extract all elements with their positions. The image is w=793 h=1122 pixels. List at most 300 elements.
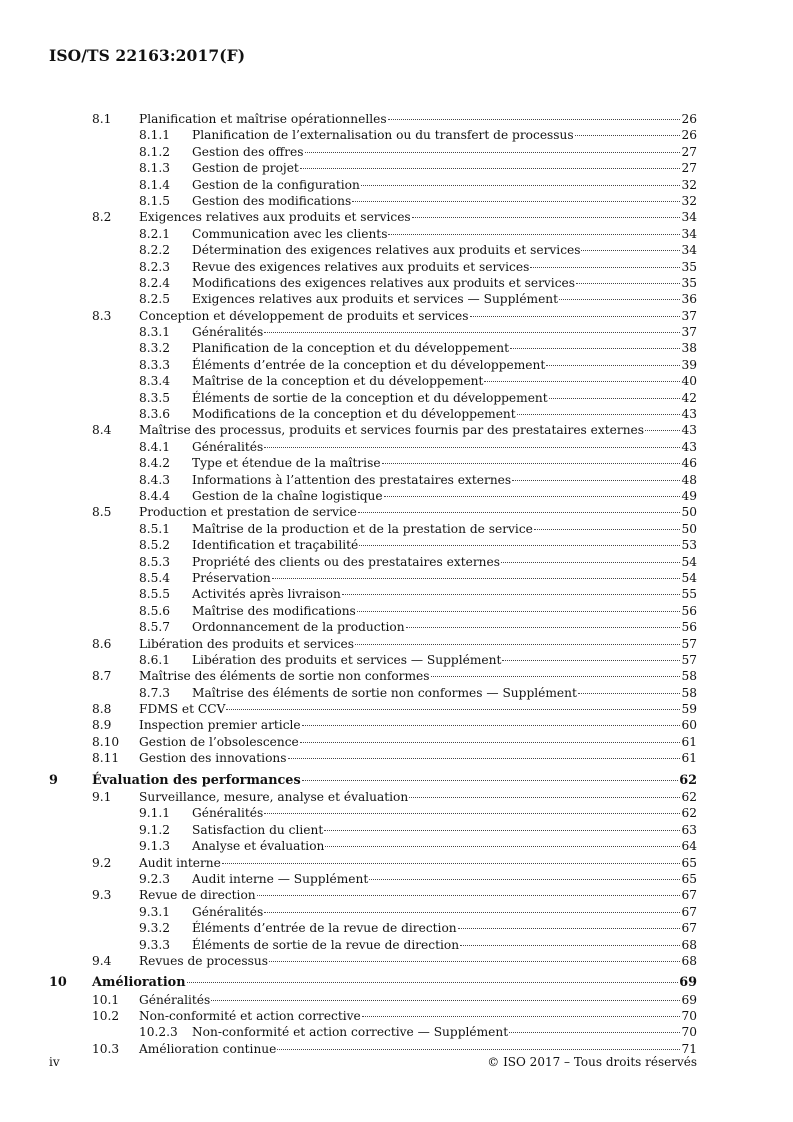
toc-entry-level-3[interactable] [0, 406, 793, 422]
toc-entry-title: Maîtrise de la production et de la prestation de service [192, 521, 533, 536]
toc-dot-leader [576, 283, 681, 284]
toc-entry-line [192, 685, 697, 701]
toc-entry-number: 9.1.3 [139, 839, 171, 854]
toc-entry-title: Production et prestation de service [139, 505, 357, 520]
toc-entry-title: Revues de processus [139, 953, 268, 968]
toc-entry-number: 8.5.6 [139, 603, 171, 618]
toc-entry-page: 64 [681, 839, 697, 854]
toc-entry-level-3[interactable] [0, 242, 793, 258]
toc-entry-page: 27 [681, 144, 697, 159]
toc-entry-page: 69 [681, 992, 697, 1007]
toc-entry-line [139, 701, 697, 717]
toc-entry-page: 70 [681, 1025, 697, 1040]
toc-entry-line [139, 855, 697, 871]
toc-entry-line [192, 259, 697, 275]
toc-entry-title: Conception et développement de produits et services [139, 308, 469, 323]
toc-entry-level-3[interactable] [0, 904, 793, 920]
toc-entry-level-3[interactable] [0, 455, 793, 471]
toc-entry-number: 8.2.4 [139, 275, 171, 290]
toc-entry-title: Satisfaction du client [192, 822, 324, 837]
toc-entry-number: 8.7.3 [139, 685, 171, 700]
toc-entry-level-2[interactable] [0, 953, 793, 969]
toc-entry-line [139, 209, 697, 225]
toc-entry-page: 54 [681, 570, 697, 585]
toc-entry-level-3[interactable] [0, 537, 793, 553]
toc-entry-level-2[interactable] [0, 855, 793, 871]
toc-entry-title: Type et étendue de la maîtrise [192, 456, 381, 471]
toc-dot-leader [325, 846, 680, 847]
toc-entry-page: 67 [681, 921, 697, 936]
copyright-footer: © ISO 2017 – Tous droits réservés [487, 1055, 697, 1069]
toc-entry-title: Maîtrise des éléments de sortie non conformes [139, 669, 430, 684]
toc-dot-leader [359, 545, 680, 546]
toc-entry-title: Libération des produits et services — Supplément [192, 652, 502, 667]
toc-entry-title: Non-conformité et action corrective [139, 1009, 361, 1024]
toc-entry-level-3[interactable] [0, 291, 793, 307]
toc-entry-level-2[interactable] [0, 111, 793, 127]
toc-entry-title: Ordonnancement de la production [192, 620, 405, 635]
toc-entry-number: 8.1 [92, 112, 112, 126]
toc-entry-title: Maîtrise des éléments de sortie non conformes — Supplément [192, 685, 577, 700]
toc-entry-number: 8.3 [92, 308, 112, 323]
toc-entry-page: 65 [681, 871, 697, 886]
toc-entry-level-3[interactable] [0, 144, 793, 160]
toc-entry-title: Audit interne [139, 855, 221, 870]
toc-entry-number: 9 [49, 772, 58, 788]
toc-entry-number: 8.7 [92, 669, 112, 684]
toc-entry-page: 58 [681, 669, 697, 684]
toc-entry-number: 9.3 [92, 888, 112, 903]
toc-entry-number: 8.2.2 [139, 243, 171, 258]
toc-entry-number: 9.1 [92, 790, 112, 805]
toc-entry-level-3[interactable] [0, 127, 793, 143]
toc-entry-level-3[interactable] [0, 439, 793, 455]
toc-entry-number: 8.3.1 [139, 325, 171, 340]
toc-entry-level-1[interactable] [0, 975, 793, 991]
toc-dot-leader [302, 725, 681, 726]
toc-entry-page: 56 [681, 603, 697, 618]
toc-entry-page: 71 [681, 1041, 697, 1056]
toc-entry-title: Modifications des exigences relatives aux produits et services [192, 275, 575, 290]
toc-dot-leader [187, 982, 679, 983]
toc-entry-line [192, 652, 697, 668]
toc-entry-number: 8.3.6 [139, 407, 171, 422]
toc-dot-leader [458, 928, 681, 929]
document-id-header: ISO/TS 22163:2017(F) [49, 46, 246, 65]
toc-entry-title: Propriété des clients ou des prestataires externes [192, 554, 500, 569]
toc-entry-title: Planification de la conception et du développement [192, 341, 510, 356]
toc-entry-level-3[interactable] [0, 390, 793, 406]
toc-dot-leader [305, 152, 681, 153]
toc-entry-number: 10 [49, 975, 67, 991]
toc-entry-level-3[interactable] [0, 340, 793, 356]
toc-entry-title: Non-conformité et action corrective — Supplément [192, 1025, 509, 1040]
toc-entry-page: 35 [681, 259, 697, 274]
toc-entry-page: 65 [681, 855, 697, 870]
toc-entry-title: Gestion de l’obsolescence [139, 734, 299, 749]
toc-entry-title: Maîtrise de la conception et du développement [192, 374, 484, 389]
toc-entry-title: Généralités [192, 904, 264, 919]
toc-entry-line [139, 668, 697, 684]
toc-entry-title: Généralités [139, 992, 211, 1007]
toc-entry-page: 42 [681, 390, 697, 405]
toc-dot-leader [549, 398, 681, 399]
toc-entry-level-3[interactable] [0, 685, 793, 701]
toc-dot-leader [509, 1032, 680, 1033]
toc-entry-number: 8.3.5 [139, 390, 171, 405]
toc-entry-page: 55 [681, 587, 697, 602]
toc-dot-leader [382, 463, 681, 464]
toc-entry-line [192, 455, 697, 471]
toc-entry-page: 69 [679, 975, 697, 991]
toc-entry-title: Préservation [192, 570, 271, 585]
toc-dot-leader [300, 168, 681, 169]
toc-entry-number: 8.5.3 [139, 554, 171, 569]
toc-entry-page: 63 [681, 822, 697, 837]
toc-entry-level-2[interactable] [0, 668, 793, 684]
toc-entry-page: 67 [681, 904, 697, 919]
toc-entry-line [192, 357, 697, 373]
toc-entry-line [192, 144, 697, 160]
toc-entry-line [192, 324, 697, 340]
toc-entry-page: 57 [681, 636, 697, 651]
toc-entry-title: Analyse et évaluation [192, 839, 325, 854]
toc-entry-level-1[interactable] [0, 773, 793, 789]
toc-dot-leader [226, 709, 680, 710]
toc-entry-page: 50 [681, 521, 697, 536]
toc-entry-level-3[interactable] [0, 554, 793, 570]
toc-entry-line [192, 127, 697, 143]
toc-entry-line [192, 537, 697, 553]
toc-entry-number: 8.5.2 [139, 538, 171, 553]
toc-dot-leader [406, 627, 681, 628]
toc-entry-number: 9.2 [92, 855, 112, 870]
toc-dot-leader [324, 830, 680, 831]
toc-dot-leader [264, 332, 680, 333]
toc-entry-number: 8.4.2 [139, 456, 171, 471]
toc-entry-page: 37 [681, 325, 697, 340]
toc-entry-number: 8.3.2 [139, 341, 171, 356]
toc-entry-level-3[interactable] [0, 838, 793, 854]
toc-entry-number: 8.6.1 [139, 652, 171, 667]
toc-entry-level-3[interactable] [0, 871, 793, 887]
toc-entry-number: 8.5 [92, 505, 112, 520]
page-number-footer: iv [49, 1055, 60, 1069]
toc-entry-level-2[interactable] [0, 887, 793, 903]
toc-entry-number: 9.3.3 [139, 937, 171, 952]
toc-entry-line [192, 603, 697, 619]
toc-entry-level-2[interactable] [0, 789, 793, 805]
toc-entry-page: 53 [681, 538, 697, 553]
toc-dot-leader [559, 299, 680, 300]
toc-entry-number: 8.4.3 [139, 472, 171, 487]
toc-dot-leader [264, 813, 680, 814]
toc-dot-leader [358, 512, 681, 513]
toc-entry-page: 60 [681, 718, 697, 733]
toc-entry-level-3[interactable] [0, 160, 793, 176]
toc-entry-page: 34 [681, 226, 697, 241]
toc-entry-number: 8.1.5 [139, 193, 171, 208]
toc-entry-line [192, 838, 697, 854]
toc-entry-title: Gestion des offres [192, 144, 304, 159]
toc-entry-page: 38 [681, 341, 697, 356]
toc-entry-page: 27 [681, 161, 697, 176]
toc-entry-level-3[interactable] [0, 1024, 793, 1040]
toc-entry-title: Généralités [192, 806, 264, 821]
toc-entry-level-3[interactable] [0, 570, 793, 586]
toc-entry-level-3[interactable] [0, 259, 793, 275]
toc-entry-line [192, 488, 697, 504]
toc-entry-number: 8.5.7 [139, 620, 171, 635]
toc-entry-page: 57 [681, 652, 697, 667]
toc-entry-level-3[interactable] [0, 275, 793, 291]
toc-entry-level-3[interactable] [0, 805, 793, 821]
toc-entry-line [139, 636, 697, 652]
toc-entry-line [192, 242, 697, 258]
toc-entry-level-2[interactable] [0, 717, 793, 733]
toc-entry-level-2[interactable] [0, 504, 793, 520]
toc-dot-leader [277, 1049, 680, 1050]
toc-entry-level-3[interactable] [0, 586, 793, 602]
toc-entry-level-2[interactable] [0, 422, 793, 438]
toc-entry-page: 61 [681, 734, 697, 749]
toc-entry-line [192, 406, 697, 422]
toc-entry-number: 8.4.4 [139, 488, 171, 503]
toc-entry-number: 8.1.3 [139, 161, 171, 176]
toc-entry-title: Évaluation des performances [92, 772, 301, 788]
toc-entry-page: 39 [681, 357, 697, 372]
toc-entry-title: Informations à l’attention des prestataires externes [192, 472, 512, 487]
toc-entry-page: 37 [681, 308, 697, 323]
toc-entry-level-3[interactable] [0, 488, 793, 504]
toc-entry-level-3[interactable] [0, 521, 793, 537]
toc-entry-title: Éléments de sortie de la revue de direction [192, 937, 460, 952]
toc-entry-line [192, 920, 697, 936]
toc-entry-level-2[interactable] [0, 1008, 793, 1024]
toc-dot-leader [460, 945, 680, 946]
toc-entry-number: 10.2 [92, 1009, 120, 1024]
toc-entry-line [139, 992, 697, 1008]
toc-entry-level-2[interactable] [0, 701, 793, 717]
toc-entry-title: Éléments d’entrée de la revue de direction [192, 921, 457, 936]
toc-entry-number: 9.3.2 [139, 921, 171, 936]
toc-dot-leader [510, 348, 680, 349]
toc-entry-page: 35 [681, 275, 697, 290]
toc-entry-title: Éléments d’entrée de la conception et du développement [192, 357, 546, 372]
toc-dot-leader [272, 578, 681, 579]
toc-entry-page: 58 [681, 685, 697, 700]
toc-dot-leader [352, 201, 680, 202]
toc-entry-title: Surveillance, mesure, analyse et évaluation [139, 790, 409, 805]
toc-entry-number: 8.3.3 [139, 357, 171, 372]
toc-entry-title: Planification et maîtrise opérationnelles [139, 112, 387, 126]
toc-entry-number: 8.10 [92, 734, 120, 749]
toc-entry-number: 8.4.1 [139, 439, 171, 454]
toc-dot-leader [357, 611, 681, 612]
toc-entry-title: Amélioration [92, 975, 186, 991]
toc-entry-line [192, 373, 697, 389]
toc-entry-page: 36 [681, 292, 697, 307]
toc-entry-line [139, 717, 697, 733]
toc-entry-title: Activités après livraison [192, 587, 341, 602]
toc-entry-title: Éléments de sortie de la conception et du développement [192, 390, 548, 405]
toc-entry-title: Gestion de projet [192, 161, 299, 176]
toc-dot-leader [578, 693, 681, 694]
toc-entry-line [139, 308, 697, 324]
toc-entry-level-2[interactable] [0, 636, 793, 652]
toc-entry-line [192, 291, 697, 307]
toc-entry-number: 10.3 [92, 1041, 120, 1056]
toc-entry-page: 50 [681, 505, 697, 520]
toc-entry-title: Généralités [192, 439, 264, 454]
toc-entry-line [192, 871, 697, 887]
toc-entry-page: 62 [681, 790, 697, 805]
toc-entry-line [192, 472, 697, 488]
toc-entry-line [192, 822, 697, 838]
toc-entry-page: 68 [681, 953, 697, 968]
toc-entry-page: 43 [681, 407, 697, 422]
toc-entry-number: 9.1.1 [139, 806, 171, 821]
toc-entry-title: Exigences relatives aux produits et services [139, 210, 411, 225]
toc-entry-number: 8.2.3 [139, 259, 171, 274]
toc-entry-number: 8.8 [92, 702, 112, 717]
toc-dot-leader [501, 562, 681, 563]
toc-dot-leader [369, 879, 680, 880]
toc-entry-level-3[interactable] [0, 822, 793, 838]
toc-entry-line [192, 160, 697, 176]
toc-entry-line [192, 275, 697, 291]
toc-entry-line [192, 904, 697, 920]
toc-entry-number: 9.4 [92, 953, 112, 968]
toc-entry-level-3[interactable] [0, 652, 793, 668]
toc-dot-leader [484, 381, 680, 382]
toc-entry-page: 62 [681, 806, 697, 821]
toc-entry-number: 8.5.5 [139, 587, 171, 602]
toc-entry-title: Maîtrise des processus, produits et services fournis par des prestataires externes [139, 423, 645, 438]
toc-entry-level-2[interactable] [0, 734, 793, 750]
toc-dot-leader [211, 1000, 680, 1001]
toc-entry-title: Audit interne — Supplément [192, 871, 369, 886]
toc-entry-title: Gestion des modifications [192, 193, 352, 208]
toc-entry-title: Exigences relatives aux produits et services — Supplément [192, 292, 559, 307]
toc-entry-level-2[interactable] [0, 992, 793, 1008]
toc-dot-leader [302, 780, 679, 781]
toc-entry-title: Revue des exigences relatives aux produits et services [192, 259, 530, 274]
toc-entry-line [192, 570, 697, 586]
toc-entry-page: 32 [681, 177, 697, 192]
toc-entry-number: 8.2 [92, 210, 112, 225]
toc-entry-level-3[interactable] [0, 324, 793, 340]
toc-entry-page: 49 [681, 488, 697, 503]
toc-entry-line [92, 975, 697, 991]
toc-entry-line [92, 773, 697, 789]
toc-entry-number: 8.2.1 [139, 226, 171, 241]
toc-entry-level-3[interactable] [0, 603, 793, 619]
toc-entry-line [139, 734, 697, 750]
toc-dot-leader [512, 480, 680, 481]
toc-entry-page: 61 [681, 751, 697, 766]
toc-entry-page: 67 [681, 888, 697, 903]
toc-entry-line [192, 521, 697, 537]
toc-dot-leader [517, 414, 681, 415]
toc-entry-line [192, 554, 697, 570]
toc-entry-line [192, 619, 697, 635]
toc-entry-line [192, 177, 697, 193]
toc-entry-title: Maîtrise des modifications [192, 603, 356, 618]
toc-dot-leader [300, 742, 681, 743]
toc-entry-page: 40 [681, 374, 697, 389]
toc-entry-level-3[interactable] [0, 619, 793, 635]
toc-entry-line [192, 439, 697, 455]
toc-entry-page: 43 [681, 423, 697, 438]
toc-entry-number: 8.5.4 [139, 570, 171, 585]
toc-dot-leader [361, 185, 681, 186]
toc-entry-number: 8.1.2 [139, 144, 171, 159]
toc-entry-page: 59 [681, 702, 697, 717]
toc-entry-line [139, 789, 697, 805]
toc-entry-level-3[interactable] [0, 357, 793, 373]
toc-entry-level-3[interactable] [0, 472, 793, 488]
toc-dot-leader [470, 316, 681, 317]
toc-entry-level-3[interactable] [0, 193, 793, 209]
toc-entry-number: 10.1 [92, 992, 120, 1007]
toc-entry-level-3[interactable] [0, 177, 793, 193]
toc-entry-page: 34 [681, 243, 697, 258]
toc-entry-level-3[interactable] [0, 937, 793, 953]
toc-entry-number: 8.11 [92, 751, 120, 766]
toc-entry-number: 9.1.2 [139, 822, 171, 837]
toc-dot-leader [355, 644, 680, 645]
toc-entry-title: Identification et traçabilité [192, 538, 359, 553]
toc-entry-number: 8.5.1 [139, 521, 171, 536]
toc-dot-leader [264, 447, 680, 448]
toc-entry-title: Amélioration continue [139, 1041, 277, 1056]
toc-entry-title: Revue de direction [139, 888, 256, 903]
toc-dot-leader [269, 961, 681, 962]
toc-entry-level-2[interactable] [0, 209, 793, 225]
toc-entry-title: Inspection premier article [139, 718, 301, 733]
toc-entry-line [192, 193, 697, 209]
toc-entry-title: Gestion de la configuration [192, 177, 360, 192]
toc-entry-title: FDMS et CCV [139, 702, 226, 717]
toc-entry-page: 46 [681, 456, 697, 471]
toc-entry-number: 8.9 [92, 718, 112, 733]
toc-entry-title: Gestion des innovations [139, 751, 287, 766]
toc-entry-page: 48 [681, 472, 697, 487]
toc-entry-title: Modifications de la conception et du développement [192, 407, 516, 422]
toc-dot-leader [264, 912, 680, 913]
toc-dot-leader [581, 250, 680, 251]
toc-dot-leader [388, 119, 681, 120]
toc-entry-level-3[interactable] [0, 226, 793, 242]
toc-entry-page: 68 [681, 937, 697, 952]
toc-entry-page: 26 [681, 112, 697, 126]
toc-dot-leader [645, 430, 680, 431]
toc-entry-line [192, 390, 697, 406]
toc-entry-level-3[interactable] [0, 920, 793, 936]
toc-entry-number: 8.6 [92, 636, 112, 651]
toc-entry-number: 8.1.1 [139, 128, 171, 143]
toc-entry-level-3[interactable] [0, 373, 793, 389]
toc-entry-level-2[interactable] [0, 750, 793, 766]
toc-entry-number: 8.1.4 [139, 177, 171, 192]
toc-entry-page: 26 [681, 128, 697, 143]
toc-entry-title: Planification de l’externalisation ou du transfert de processus [192, 128, 574, 143]
toc-dot-leader [534, 529, 681, 530]
toc-entry-level-2[interactable] [0, 308, 793, 324]
toc-dot-leader [288, 758, 681, 759]
toc-dot-leader [412, 217, 681, 218]
